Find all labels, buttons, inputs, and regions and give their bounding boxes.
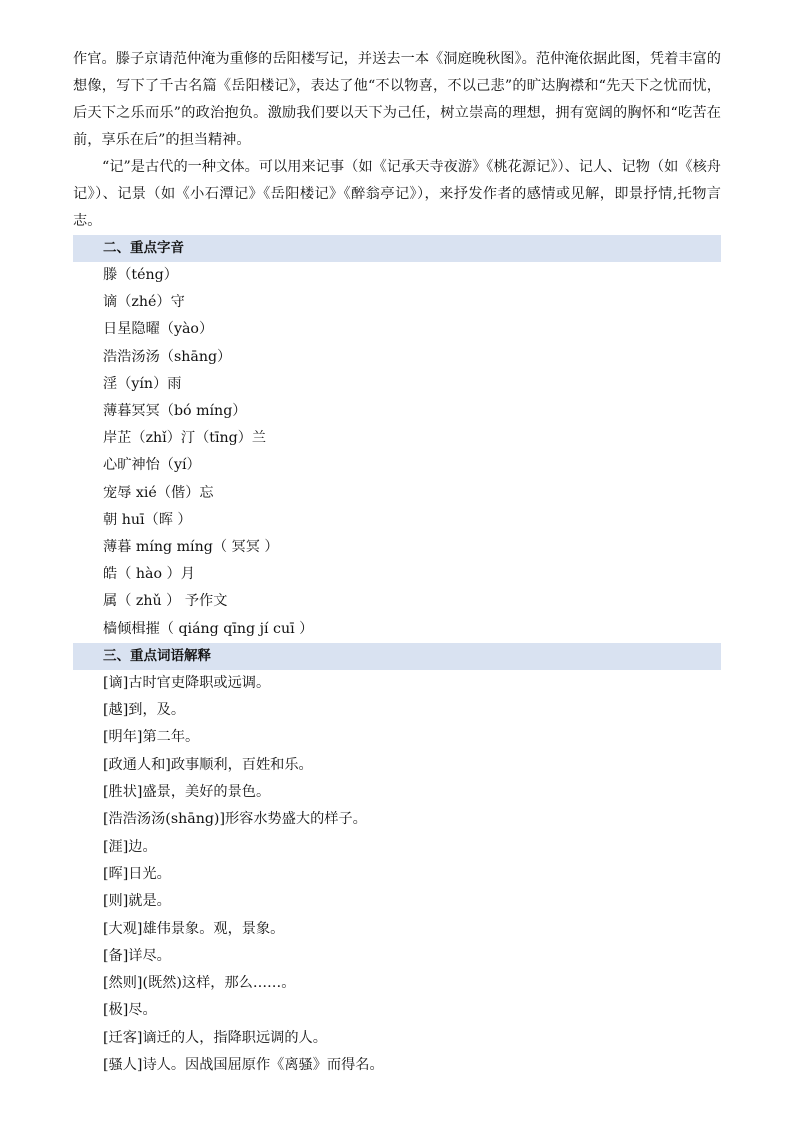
- list-item: 谪（zhé）守: [103, 294, 185, 311]
- list-item: [谪]古时官吏降职或远调。: [103, 674, 271, 691]
- list-item: [则]就是。: [103, 893, 171, 910]
- document-content: [73, 46, 721, 1079]
- list-item: [胜状]盛景，美好的景色。: [103, 784, 271, 801]
- list-item: [浩浩汤汤(shāng)]形容水势盛大的样子。: [103, 811, 367, 828]
- pronunciation-list: [73, 262, 721, 643]
- list-item: [越]到，及。: [103, 702, 186, 719]
- vocabulary-list: [73, 670, 721, 1079]
- list-item: [晖]日光。: [103, 865, 171, 882]
- list-item: 岸芷（zhǐ）汀（tīng）兰: [103, 430, 267, 447]
- section-heading-vocabulary: 三、重点词语解释: [73, 643, 721, 670]
- list-item: [政通人和]政事顺利，百姓和乐。: [103, 756, 313, 773]
- list-item: 樯倾楫摧（ qiáng qīng jí cuī ）: [103, 620, 314, 637]
- list-item: 宠辱 xié（偕）忘: [103, 484, 214, 501]
- list-item: [迁客]谪迁的人，指降职远调的人。: [103, 1029, 327, 1046]
- list-item: [备]详尽。: [103, 947, 171, 964]
- list-item: [涯]边。: [103, 838, 157, 855]
- list-item: 皓（ hào ）月: [103, 566, 195, 583]
- section-heading-pronunciation: 二、重点字音: [73, 235, 721, 262]
- list-item: [大观]雄伟景象。观，景象。: [103, 920, 285, 937]
- intro-paragraph: 作官。滕子京请范仲淹为重修的岳阳楼写记，并送去一本《洞庭晚秋图》。范仲淹依据此图，凭着丰富的想像，写下了千古名篇《岳阳楼记》，表达了他“不以物喜，不以己悲”的旷达胸襟和“先天下之忧而忧，后天下之乐而乐”的政治抱负。激励我们要以天下为己任，树立崇高的理想，拥有宽阔的胸怀和“吃苦在前，享乐在后”的担当精神。: [73, 51, 721, 148]
- list-item: 属（ zhǔ ） 予作文: [103, 593, 228, 610]
- list-item: [然则](既然)这样，那么……。: [103, 975, 296, 992]
- list-item: 朝 huī（晖 ）: [103, 511, 192, 528]
- list-item: 薄暮 míng míng（ 冥冥 ）: [103, 539, 279, 556]
- list-item: 薄暮冥冥（bó míng）: [103, 403, 247, 420]
- list-item: 浩浩汤汤（shāng）: [103, 348, 232, 365]
- list-item: 淫（yín）雨: [103, 375, 182, 392]
- list-item: 日星隐曜（yào）: [103, 321, 214, 338]
- list-item: [极]尽。: [103, 1002, 157, 1019]
- list-item: 心旷神怡（yí）: [103, 457, 201, 474]
- genre-paragraph: “记”是古代的一种文体。可以用来记事（如《记承天寺夜游》《桃花源记》）、记人、记物（如《核舟记》）、记景（如《小石潭记》《岳阳楼记》《醉翁亭记》），来抒发作者的感情或见解，即景抒情,托物言志。: [73, 159, 721, 229]
- list-item: [骚人]诗人。因战国屈原作《离骚》而得名。: [103, 1057, 384, 1073]
- list-item: [明年]第二年。: [103, 729, 200, 746]
- list-item: 滕（téng）: [103, 267, 178, 283]
